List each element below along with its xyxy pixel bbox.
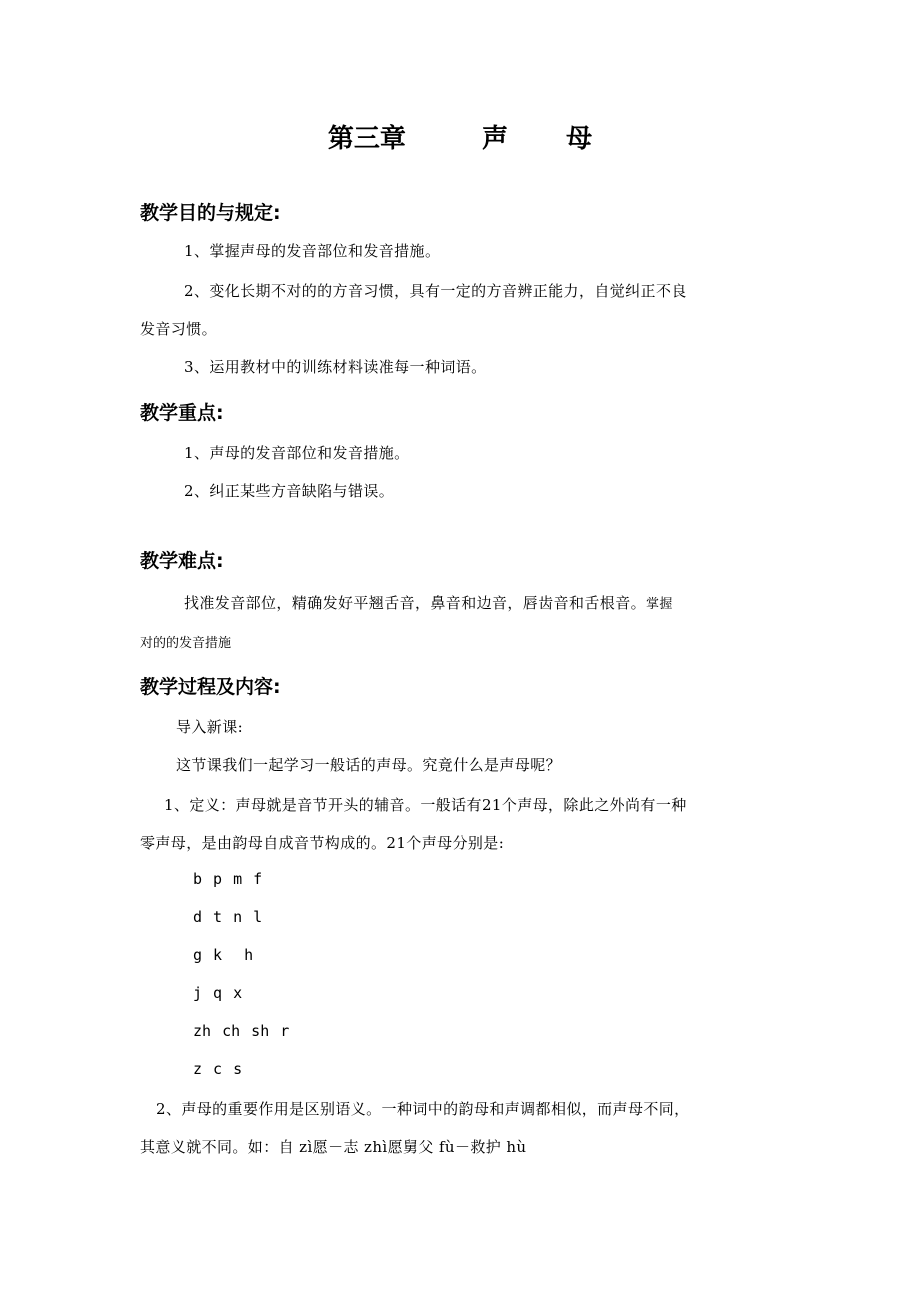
process-heading: 教学过程及内容: (140, 676, 281, 698)
difficulties-text (184, 592, 673, 613)
difficulties-line2: 对的的发音措施 (140, 636, 232, 651)
difficulties-heading: 教学难点: (140, 550, 224, 572)
objectives-heading: 教学目的与规定: (140, 202, 281, 224)
key-point-item: 1、声母的发音部位和发音措施。 (184, 444, 410, 462)
chapter-number: 第三章 (327, 124, 406, 154)
objective-item: 1、掌握声母的发音部位和发音措施。 (184, 242, 441, 260)
title-word-1: 声 (481, 124, 508, 154)
role-line2: 其意义就不同。如：自 zì愿－志 zhì愿舅父 fù－救护 hù (140, 1138, 527, 1156)
initials-row: g k h (193, 946, 254, 964)
initials-row: zh ch sh r (193, 1022, 290, 1040)
initials-row: b p m f (193, 870, 263, 888)
objective-item: 2、变化长期不对的的方音习惯，具有一定的方音辨正能力，自觉纠正不良 (184, 282, 687, 300)
objective-item-continued: 发音习惯。 (140, 320, 218, 338)
difficulties-line1-small: 掌握 (646, 597, 673, 612)
key-points-heading: 教学重点: (140, 402, 224, 424)
objective-item: 3、运用教材中的训练材料读准每一种词语。 (184, 358, 487, 376)
chapter-title (0, 118, 920, 155)
definition-line1: 1、定义：声母就是音节开头的辅音。一般话有21个声母，除此之外尚有一种 (164, 796, 687, 814)
difficulties-line1: 找准发音部位，精确发好平翘舌音，鼻音和边音，唇齿音和舌根音。 (184, 594, 647, 612)
title-word-2: 母 (566, 124, 593, 154)
intro-label: 导入新课: (176, 718, 244, 736)
definition-line2: 零声母，是由韵母自成音节构成的。21个声母分别是: (140, 834, 505, 852)
intro-text: 这节课我们一起学习一般话的声母。究竟什么是声母呢？ (176, 756, 562, 774)
role-line1: 2、声母的重要作用是区别语义。一种词中的韵母和声调都相似，而声母不同， (156, 1100, 690, 1118)
initials-row: j q x (193, 984, 243, 1002)
initials-row: z c s (193, 1060, 243, 1078)
initials-row: d t n l (193, 908, 263, 926)
key-point-item: 2、纠正某些方音缺陷与错误。 (184, 482, 395, 500)
